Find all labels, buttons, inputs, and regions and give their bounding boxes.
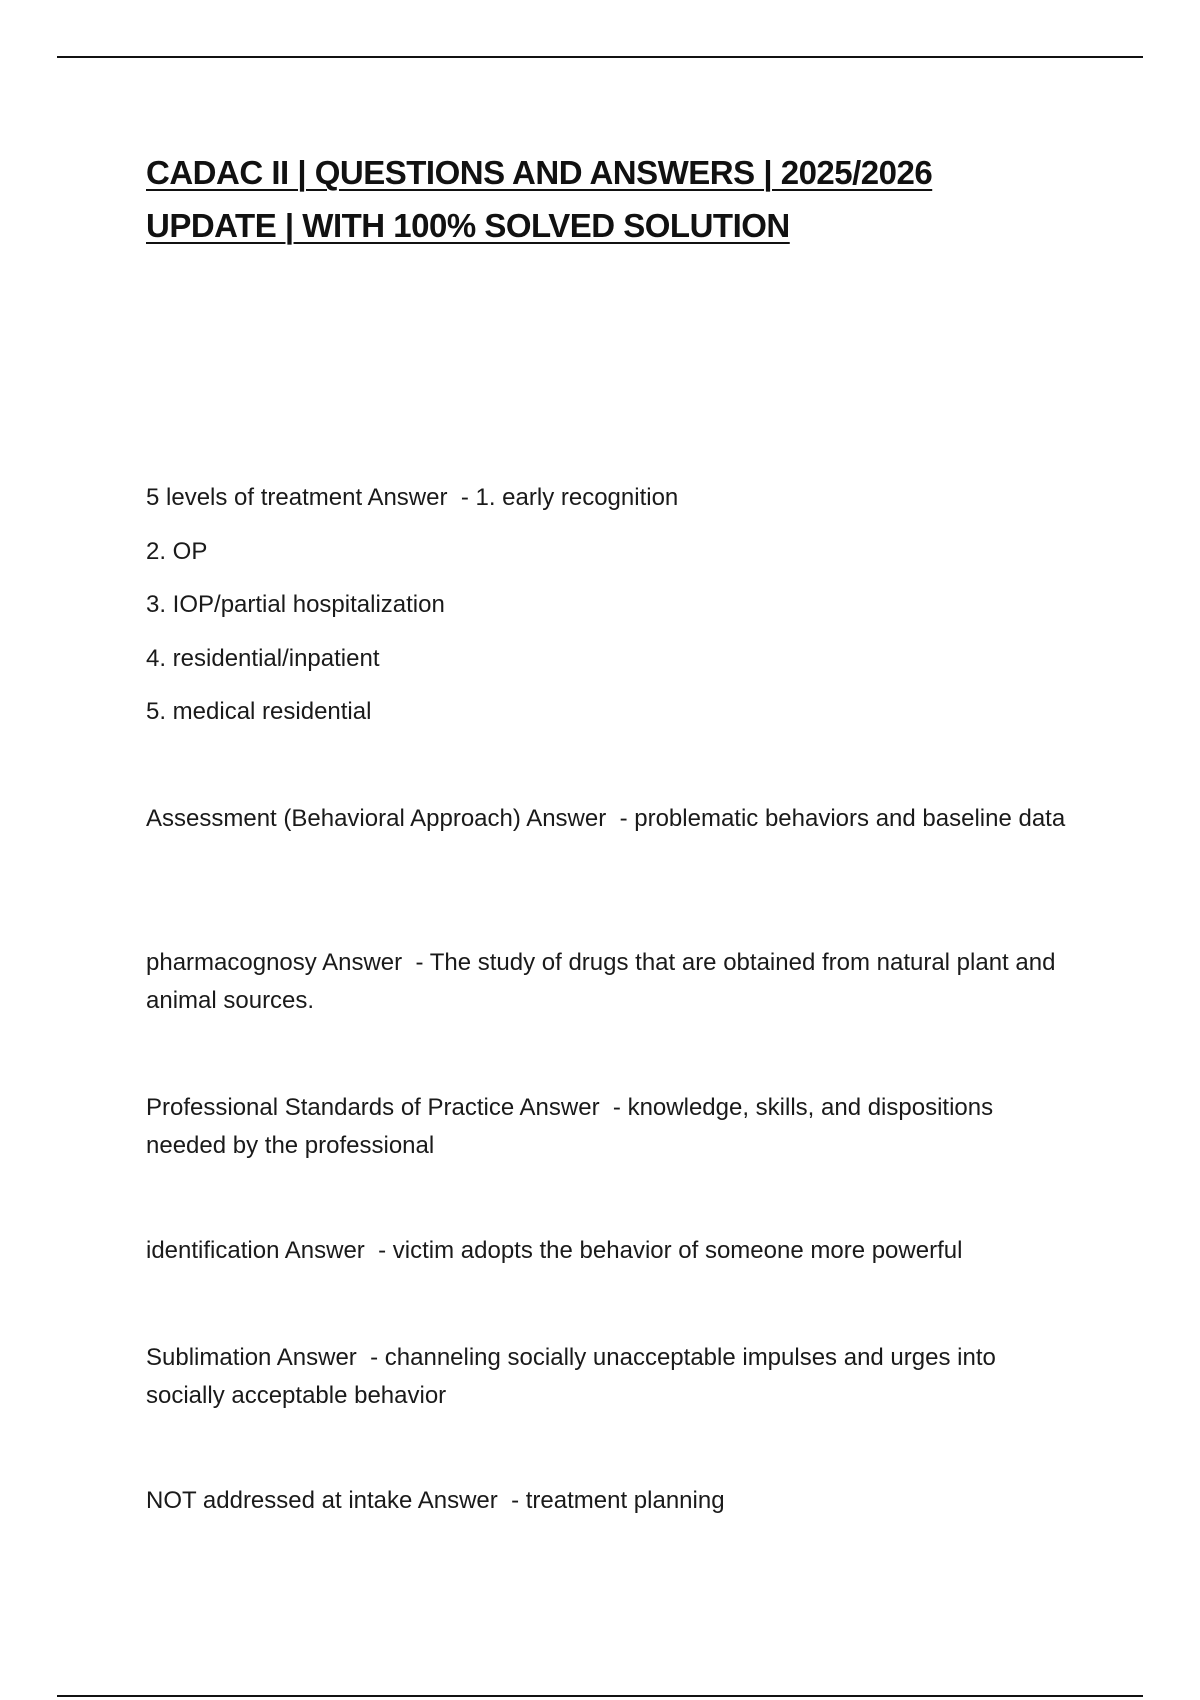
- answer-separator: Answer -: [514, 1094, 628, 1121]
- qa-item-7: [146, 1482, 1066, 1520]
- question: 5 levels of treatment: [146, 484, 363, 511]
- answer: victim adopts the behavior of someone more powerful: [392, 1237, 963, 1264]
- answer-separator: Answer -: [316, 949, 430, 976]
- answer: channeling socially unacceptable impulses and urges into socially acceptable behavior: [146, 1344, 996, 1409]
- title-line-2: UPDATE | WITH 100% SOLVED SOLUTION: [146, 207, 790, 244]
- list-line: 3. IOP/partial hospitalization: [146, 591, 445, 618]
- qa-item-3: [146, 944, 1066, 1020]
- page-title: [146, 146, 1046, 252]
- answer: knowledge, skills, and dispositions needed by the professional: [146, 1094, 994, 1159]
- answer-separator: Answer -: [271, 1344, 385, 1371]
- list-line: 2. OP: [146, 538, 208, 565]
- question: Assessment (Behavioral Approach): [146, 805, 521, 832]
- question: identification: [146, 1237, 280, 1264]
- answer-separator: Answer -: [362, 484, 476, 511]
- footer-rule: [57, 1695, 1143, 1697]
- answer: 1. early recognition: [475, 484, 679, 511]
- question: NOT addressed at intake: [146, 1487, 413, 1514]
- qa-item-4: [146, 1089, 1066, 1165]
- qa-item-5: [146, 1232, 1066, 1270]
- answer: The study of drugs that are obtained from natural plant and animal sources.: [146, 949, 1056, 1014]
- qa-item-1: [146, 479, 1066, 517]
- header-rule: [57, 56, 1143, 58]
- qa-item-6: [146, 1339, 1066, 1415]
- answer: treatment planning: [525, 1487, 725, 1514]
- answer-separator: Answer -: [279, 1237, 393, 1264]
- list-line: 4. residential/inpatient: [146, 645, 380, 672]
- answer-separator: Answer -: [412, 1487, 526, 1514]
- answer-separator: Answer -: [520, 805, 635, 832]
- answer: problematic behaviors and baseline data: [634, 805, 1066, 832]
- question: pharmacognosy: [146, 949, 317, 976]
- title-line-1: CADAC II | QUESTIONS AND ANSWERS | 2025/2026: [146, 154, 933, 191]
- question: Professional Standards of Practice: [146, 1094, 515, 1121]
- qa-item-2: [146, 800, 1066, 838]
- list-line: 5. medical residential: [146, 698, 372, 725]
- question: Sublimation: [146, 1344, 272, 1371]
